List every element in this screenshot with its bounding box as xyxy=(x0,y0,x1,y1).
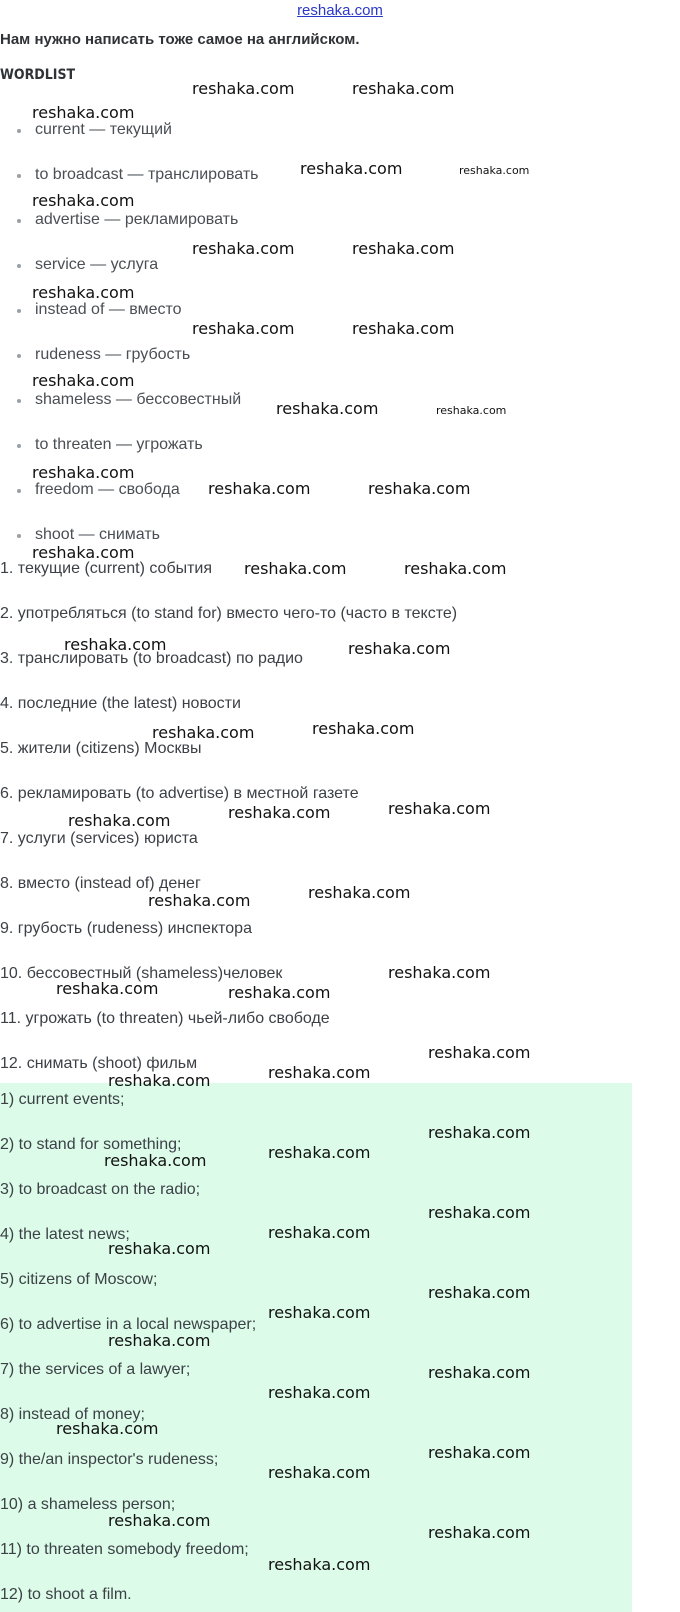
watermark: reshaka.com xyxy=(192,319,295,338)
wordlist-item xyxy=(35,256,158,274)
watermark: reshaka.com xyxy=(192,239,295,258)
watermark: reshaka.com xyxy=(244,559,347,578)
wordlist-item-text: service — услуга xyxy=(35,256,159,273)
bullet-icon xyxy=(17,219,21,223)
wordlist-item xyxy=(35,301,182,319)
watermark: reshaka.com xyxy=(268,1223,371,1242)
exercise-item: 10. бессовестный (shameless)человек xyxy=(0,965,283,982)
exercise-item: 1. текущие (current) события xyxy=(0,560,213,577)
exercise-item: 11. угрожать (to threaten) чьей-либо свободе xyxy=(0,1010,330,1027)
bullet-icon xyxy=(17,444,21,448)
answer-item: 8) instead of money; xyxy=(0,1406,145,1423)
bullet-icon xyxy=(17,489,21,493)
wordlist-item-text: shoot — снимать xyxy=(35,526,161,543)
watermark: reshaka.com xyxy=(148,891,251,910)
bullet-icon xyxy=(17,309,21,313)
answer-item: 3) to broadcast on the radio; xyxy=(0,1181,201,1198)
watermark: reshaka.com xyxy=(32,103,135,122)
bullet-icon xyxy=(17,399,21,403)
wordlist-item xyxy=(35,391,241,409)
watermark: reshaka.com xyxy=(104,1151,207,1170)
watermark: reshaka.com xyxy=(68,811,171,830)
watermark: reshaka.com xyxy=(308,883,411,902)
answer-item: 10) a shameless person; xyxy=(0,1496,176,1513)
wordlist-item xyxy=(35,346,190,364)
answer-box xyxy=(0,1083,632,1612)
bullet-icon xyxy=(17,264,21,268)
watermark: reshaka.com xyxy=(428,1363,531,1382)
answer-item: 11) to threaten somebody freedom; xyxy=(0,1541,249,1558)
watermark: reshaka.com xyxy=(368,479,471,498)
answer-item: 5) citizens of Moscow; xyxy=(0,1271,158,1288)
watermark: reshaka.com xyxy=(108,1331,211,1350)
watermark: reshaka.com xyxy=(388,799,491,818)
watermark: reshaka.com xyxy=(300,159,403,178)
answer-item: 6) to advertise in a local newspaper; xyxy=(0,1316,257,1333)
watermark: reshaka.com xyxy=(268,1303,371,1322)
watermark: reshaka.com xyxy=(228,983,331,1002)
watermark: reshaka.com xyxy=(208,479,311,498)
exercise-item: 12. снимать (shoot) фильм xyxy=(0,1055,198,1072)
wordlist-item xyxy=(35,211,238,229)
watermark: reshaka.com xyxy=(32,543,135,562)
watermark: reshaka.com xyxy=(56,979,159,998)
wordlist-item xyxy=(35,166,259,184)
watermark: reshaka.com xyxy=(268,1143,371,1162)
watermark: reshaka.com xyxy=(228,803,331,822)
watermark: reshaka.com xyxy=(352,239,455,258)
watermark: reshaka.com xyxy=(348,639,451,658)
watermark: reshaka.com xyxy=(404,559,507,578)
exercise-item: 2. употребляться (to stand for) вместо чего-то (часто в тексте) xyxy=(0,605,458,622)
exercise-item: 3. транслировать (to broadcast) по радио xyxy=(0,650,303,667)
wordlist-item-text: instead of — вместо xyxy=(35,301,182,318)
bullet-icon xyxy=(17,534,21,538)
watermark: reshaka.com xyxy=(388,963,491,982)
exercise-item: 8. вместо (instead of) денег xyxy=(0,875,201,892)
watermark: reshaka.com xyxy=(268,1555,371,1574)
bullet-icon xyxy=(17,129,21,133)
wordlist-item-text: freedom — свобода xyxy=(35,481,180,498)
watermark: reshaka.com xyxy=(428,1443,531,1462)
watermark: reshaka.com xyxy=(428,1043,531,1062)
watermark: reshaka.com xyxy=(459,164,530,177)
watermark: reshaka.com xyxy=(268,1063,371,1082)
watermark: reshaka.com xyxy=(352,79,455,98)
watermark: reshaka.com xyxy=(428,1523,531,1542)
watermark: reshaka.com xyxy=(428,1283,531,1302)
exercise-item: 4. последние (the latest) новости xyxy=(0,695,241,712)
watermark: reshaka.com xyxy=(32,463,135,482)
wordlist-item-text: current — текущий xyxy=(35,121,172,138)
watermark: reshaka.com xyxy=(428,1123,531,1142)
watermark: reshaka.com xyxy=(192,79,295,98)
task-instruction: Нам нужно написать тоже самое на английском. xyxy=(0,31,360,48)
watermark: reshaka.com xyxy=(436,404,507,417)
watermark: reshaka.com xyxy=(428,1203,531,1222)
answer-item: 1) current events; xyxy=(0,1091,125,1108)
watermark: reshaka.com xyxy=(276,399,379,418)
bullet-icon xyxy=(17,174,21,178)
answer-item: 9) the/an inspector's rudeness; xyxy=(0,1451,219,1468)
watermark: reshaka.com xyxy=(56,1419,159,1438)
exercise-item: 7. услуги (services) юриста xyxy=(0,830,198,847)
watermark: reshaka.com xyxy=(32,191,135,210)
answer-item: 7) the services of a lawyer; xyxy=(0,1361,191,1378)
watermark: reshaka.com xyxy=(108,1071,211,1090)
watermark: reshaka.com xyxy=(152,723,255,742)
site-link[interactable]: reshaka.com xyxy=(297,2,383,19)
exercise-item: 5. жители (citizens) Москвы xyxy=(0,740,202,757)
answer-item: 4) the latest news; xyxy=(0,1226,130,1243)
watermark: reshaka.com xyxy=(64,635,167,654)
wordlist-item-text: to threaten — угрожать xyxy=(35,436,203,453)
wordlist-item-text: to broadcast — транслировать xyxy=(35,166,259,183)
exercise-item: 9. грубость (rudeness) инспектора xyxy=(0,920,252,937)
answer-item: 12) to shoot a film. xyxy=(0,1586,132,1603)
wordlist-item-text: advertise — рекламировать xyxy=(35,211,239,228)
watermark: reshaka.com xyxy=(108,1511,211,1530)
watermark: reshaka.com xyxy=(268,1463,371,1482)
watermark: reshaka.com xyxy=(312,719,415,738)
wordlist-item-text: shameless — бессовестный xyxy=(35,391,242,408)
watermark: reshaka.com xyxy=(32,283,135,302)
watermark: reshaka.com xyxy=(268,1383,371,1402)
wordlist-item xyxy=(35,481,180,499)
wordlist-item xyxy=(35,121,172,139)
watermark: reshaka.com xyxy=(108,1239,211,1258)
bullet-icon xyxy=(17,354,21,358)
answer-item: 2) to stand for something; xyxy=(0,1136,182,1153)
wordlist-item xyxy=(35,526,160,544)
wordlist-item-text: rudeness — грубость xyxy=(35,346,191,363)
watermark: reshaka.com xyxy=(32,371,135,390)
exercise-item: 6. рекламировать (to advertise) в местной газете xyxy=(0,785,359,802)
wordlist-item xyxy=(35,436,203,454)
wordlist-heading: WORDLIST xyxy=(0,67,76,83)
watermark: reshaka.com xyxy=(352,319,455,338)
